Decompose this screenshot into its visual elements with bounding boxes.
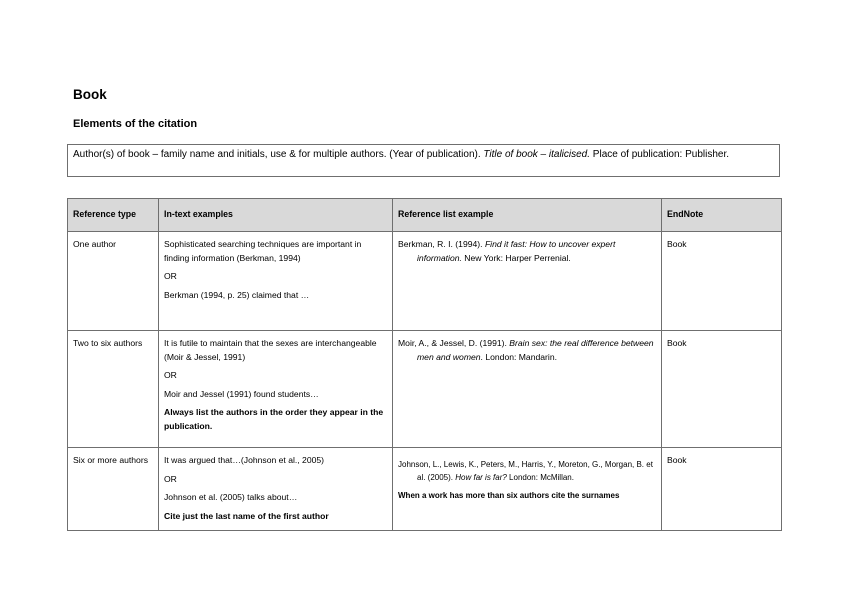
header-reference-list-example: Reference list example <box>393 199 662 232</box>
reference-list-cell <box>393 232 662 331</box>
endnote-type: Book <box>667 455 687 465</box>
in-text-example: Johnson et al. (2005) talks about… <box>164 492 298 502</box>
ref-title: Find it fast: How to uncover expert information. <box>417 239 616 263</box>
in-text-example: Sophisticated searching techniques are important in finding information (Berkman, 1994) <box>164 239 362 263</box>
in-text-example: Berkman (1994, p. 25) claimed that … <box>164 289 310 300</box>
ref-author: Johnson, L., Lewis, K., Peters, M., Harris, Y., Moreton, G., Morgan, B. et al. (2005). <box>398 460 653 482</box>
in-text-cell <box>159 448 393 531</box>
reference-type-cell <box>68 331 159 448</box>
header-in-text-examples: In-text examples <box>159 199 393 232</box>
reference-entry <box>398 337 656 364</box>
reference-type: Six or more authors <box>73 455 148 465</box>
or-separator: OR <box>164 473 177 484</box>
endnote-type: Book <box>667 338 687 348</box>
in-text-example: It was argued that…(Johnson et al., 2005) <box>164 455 325 465</box>
header-reference-type: Reference type <box>68 199 159 232</box>
endnote-type: Book <box>667 239 687 249</box>
reference-type: One author <box>73 239 116 249</box>
in-text-cell <box>159 232 393 331</box>
header-endnote: EndNote <box>662 199 782 232</box>
in-text-cell <box>159 331 393 448</box>
ref-author: Moir, A., & Jessel, D. (1991). <box>398 338 510 348</box>
table-row <box>68 232 782 331</box>
ref-publisher: . London: Mandarin. <box>480 351 557 362</box>
format-text-2: Place of publication: Publisher. <box>590 149 730 160</box>
ref-publisher: New York: Harper Perrenial. <box>461 252 571 263</box>
citation-examples-table <box>67 198 782 531</box>
endnote-cell <box>662 331 782 448</box>
or-separator: OR <box>164 271 177 281</box>
citation-format-box <box>67 144 780 177</box>
endnote-cell <box>662 232 782 331</box>
section-heading: Elements of the citation <box>73 118 198 130</box>
in-text-note: Always list the authors in the order they appear in the publication. <box>164 407 384 431</box>
reference-list-cell <box>393 331 662 448</box>
in-text-example: Moir and Jessel (1991) found students… <box>164 388 319 399</box>
reference-type: Two to six authors <box>73 338 143 348</box>
reference-entry <box>398 459 656 484</box>
in-text-note: Cite just the last name of the first author <box>164 510 329 521</box>
format-title-italic: Title of book – italicised. <box>483 149 591 160</box>
format-text-1: Author(s) of book – family name and initials, use & for multiple authors. (Year of publication). <box>73 149 484 160</box>
ref-publisher: London: McMillan. <box>506 472 574 482</box>
ref-author: Berkman, R. I. (1994). <box>398 239 485 249</box>
table-row <box>68 331 782 448</box>
table-header-row <box>68 199 782 232</box>
or-separator: OR <box>164 370 177 380</box>
page-title: Book <box>73 87 107 102</box>
table-row <box>68 448 782 531</box>
reference-type-cell <box>68 232 159 331</box>
in-text-example: It is futile to maintain that the sexes are interchangeable (Moir & Jessel, 1991) <box>164 338 377 362</box>
endnote-cell <box>662 448 782 531</box>
ref-title: Brain sex: the real difference between men and women <box>417 338 654 362</box>
reference-type-cell <box>68 448 159 531</box>
ref-title: How far is far? <box>455 472 507 482</box>
reference-note: When a work has more than six authors cite the surnames <box>398 491 620 500</box>
reference-list-cell <box>393 448 662 531</box>
reference-entry <box>398 238 656 265</box>
